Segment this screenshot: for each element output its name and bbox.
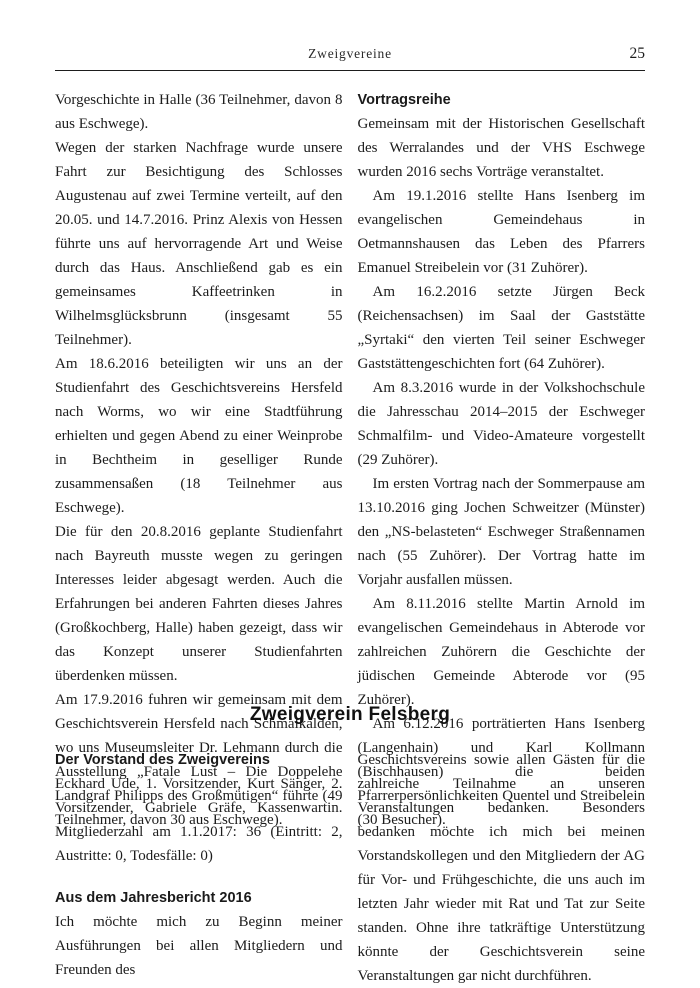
paragraph: Am 19.1.2016 stellte Hans Isenberg im evangelischen Gemeindehaus in Oetmannshausen das Leben des Pfarrers Emanuel Streibelein vor (31 Zuhörer). bbox=[357, 188, 645, 276]
paragraph: Die für den 20.8.2016 geplante Studienfahrt nach Bayreuth musste wegen zu geringen Interesses leider abgesagt werden. Auch die Erfahrungen bei anderen Fahrten dieses Jahres (Großkochberg, Halle) haben gezeigt, dass wir das Konzept unserer Studienfahrten überdenken müssen. bbox=[55, 524, 343, 684]
paragraph: Ich möchte mich zu Beginn meiner Ausführungen bei allen Mitgliedern und Freunden des bbox=[55, 914, 343, 978]
paragraph: Am 18.6.2016 beteiligten wir uns an der Studienfahrt des Geschichtsvereins Hersfeld nach Worms, wo wir eine Stadtführung erhielten und gegen Abend zu einer Weinprobe in Bechtheim in geselliger Runde zusammensaßen (18 Teilnehmer aus Eschwege). bbox=[55, 356, 343, 516]
paragraph: Eckhard Ude, 1. Vorsitzender, Kurt Sänger, 2. Vorsitzender, Gabriele Gräfe, Kassenwartin. Mitgliederzahl am 1.1.2017: 36 (Eintritt: 2, Austritte: 0, Todesfälle: 0) bbox=[55, 776, 343, 864]
column-heading-vortragsreihe: Vortragsreihe bbox=[357, 92, 451, 108]
paragraph: Im ersten Vortrag nach der Sommerpause am 13.10.2016 ging Jochen Schweitzer (Münster) den „NS-belasteten“ Eschweger Straßennamen nach (55 Zuhörer). Der Vortrag hatte im Vorjahr ausfallen müssen. bbox=[357, 476, 645, 588]
bottom-right-column bbox=[358, 748, 646, 988]
paragraph: Am 17.9.2016 fuhren wir gemeinsam mit dem Geschichtsverein Hersfeld nach Schmalkalden, wo uns Museumsleiter Dr. Lehmann durch die Ausstellung „Fatale Lust – Die Doppelehe Landgraf Philipps des Großmütigen“ führte (49 Teilnehmer, davon 30 aus Eschwege). bbox=[55, 692, 343, 828]
paragraph: Am 16.2.2016 setzte Jürgen Beck (Reichensachsen) im Saal der Gaststätte „Syrtaki“ den vierten Teil seiner Eschweger Gaststättengeschichten fort (64 Zuhörer). bbox=[357, 284, 645, 372]
paragraph: Am 8.11.2016 stellte Martin Arnold im evangelischen Gemeindehaus in Abterode vor zahlreichen Zuhörern die Geschichte der jüdischen Gemeinde Abterode vor (95 Zuhörer). bbox=[357, 596, 645, 708]
bottom-left-column bbox=[55, 748, 343, 988]
paragraph: Geschichtsvereins sowie allen Gästen für die zahlreiche Teilnahme an unseren Veranstaltungen bedanken. Besonders bedanken möchte ich mich bei meinen Vorstandskollegen und den Mitgliedern der AG für Vor- und Frühgeschichte, die uns auch im letzten Jahr wieder mit Rat und Tat zur Seite standen. Ohne ihre tatkräftige Unterstützung könnte der Geschichtsverein seine Veranstaltungen gar nicht durchführen. bbox=[357, 752, 645, 984]
running-title: Zweigvereine bbox=[308, 46, 392, 61]
paragraph: Gemeinsam mit der Historischen Gesellschaft des Werralandes und der VHS Eschwege wurden 2016 sechs Vorträge veranstaltet. bbox=[357, 116, 645, 180]
column-heading-jahresbericht: Aus dem Jahresbericht 2016 bbox=[55, 890, 252, 906]
page-number: 25 bbox=[629, 45, 645, 62]
paragraph: Vorgeschichte in Halle (36 Teilnehmer, davon 8 aus Eschwege). bbox=[55, 92, 343, 132]
paragraph: Am 6.12.2016 porträtierten Hans Isenberg (Langenhain) und Karl Kollmann (Bischhausen) die beiden Pfarrerpersönlichkeiten Quentel und Streibelein (30 Besucher). bbox=[357, 716, 645, 828]
page-header bbox=[55, 46, 645, 68]
bottom-two-column-body bbox=[55, 748, 645, 988]
section-title-zweigverein-felsberg: Zweigverein Felsberg bbox=[249, 704, 451, 725]
paragraph: Am 8.3.2016 wurde in der Volkshochschule die Jahresschau 2014–2015 der Eschweger Schmalfilm- und Video-Amateure vorgestellt (29 Zuhörer). bbox=[357, 380, 645, 468]
column-heading-vorstand: Der Vorstand des Zweigvereins bbox=[55, 752, 270, 768]
header-rule bbox=[55, 70, 645, 71]
paragraph: Wegen der starken Nachfrage wurde unsere Fahrt zur Besichtigung des Schlosses Augustenau auf zwei Termine verteilt, auf den 20.05. und 14.7.2016. Prinz Alexis von Hessen führte uns auf hervorragende Art und Weise durch das Haus. Anschließend gab es ein gemeinsames Kaffeetrinken in Wilhelmsglücksbrunn (insgesamt 55 Teilnehmer). bbox=[55, 140, 343, 348]
